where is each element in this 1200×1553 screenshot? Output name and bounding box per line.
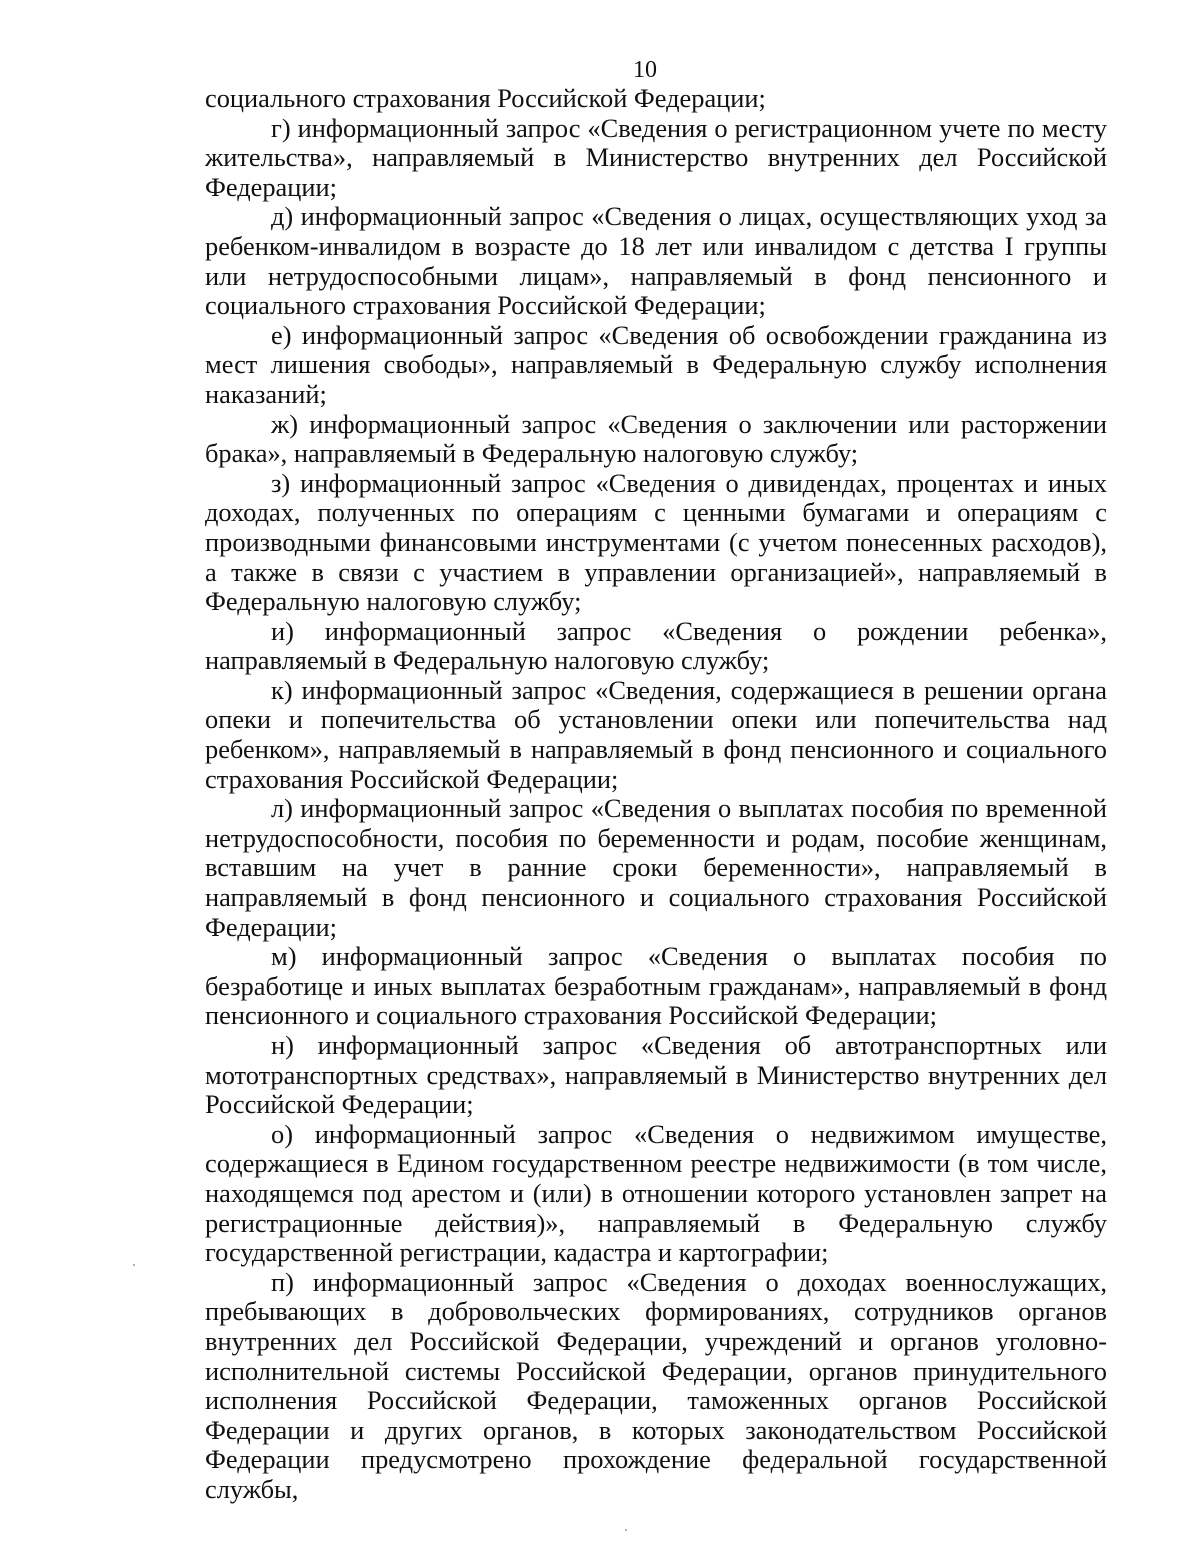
paragraph-item-d: д) информационный запрос «Сведения о лицах, осуществляющих уход за ребенком-инвалидом в возрасте до 18 лет или инвалидом с детства I группы или нетрудоспособными лицам», направляемый в фонд пенсионного и социального страхования Российской Федерации; <box>205 201 1107 321</box>
paragraph-item-k: к) информационный запрос «Сведения, содержащиеся в решении органа опеки и попечительства об установлении опеки или попечительства над ребенком», направляемый в направляемый в фонд пенсионного и социального страхования Российской Федерации; <box>205 674 1107 794</box>
page-number: 10 <box>633 57 657 83</box>
paragraph-item-p: п) информационный запрос «Сведения о доходах военнослужащих, пребывающих в добровольческих формированиях, сотрудников органов внутренних дел Российской Федерации, учреждений и органов уголовно-исполнительной системы Российской Федерации, органов принудительного исполнения Российской Федерации, таможенных органов Российской Федерации и других органов, в которых законодательством Российской Федерации предусмотрено прохождение федеральной государственной службы, <box>205 1266 1107 1504</box>
paragraph-item-o: о) информационный запрос «Сведения о недвижимом имуществе, содержащиеся в Едином государственном реестре недвижимости (в том числе, находящемся под арестом и (или) в отношении которого установлен запрет на регистрационные действия)», направляемый в Федеральную службу государственной регистрации, кадастра и картографии; <box>205 1118 1107 1268</box>
paragraph-item-i: и) информационный запрос «Сведения о рождении ребенка», направляемый в Федеральную налоговую службу; <box>205 615 1107 676</box>
document-body <box>205 84 1107 1505</box>
paragraph-item-z: з) информационный запрос «Сведения о дивидендах, процентах и иных доходах, полученных по операциям с ценными бумагами и операциям с производными финансовыми инструментами (с учетом понесенных расходов), а также в связи с участием в управлении организацией», направляемый в Федеральную налоговую службу; <box>205 467 1107 617</box>
paragraph-item-l: л) информационный запрос «Сведения о выплатах пособия по временной нетрудоспособности, пособия по беременности и родам, пособие женщинам, вставшим на учет в ранние сроки беременности», направляемый в направляемый в фонд пенсионного и социального страхования Российской Федерации; <box>205 793 1107 942</box>
paragraph-item-zh: ж) информационный запрос «Сведения о заключении или расторжении брака», направляемый в Федеральную налоговую службу; <box>205 408 1107 469</box>
scan-speck <box>625 1529 627 1531</box>
paragraph-item-e: е) информационный запрос «Сведения об освобождении гражданина из мест лишения свободы», направляемый в Федеральную службу исполнения наказаний; <box>205 319 1107 409</box>
paragraph-continuation: социального страхования Российской Федерации; <box>205 83 766 113</box>
paragraph-item-m: м) информационный запрос «Сведения о выплатах пособия по безработице и иных выплатах безработным гражданам», направляемый в фонд пенсионного и социального страхования Российской Федерации; <box>205 941 1107 1031</box>
paragraph-item-g: г) информационный запрос «Сведения о регистрационном учете по месту жительства», направляемый в Министерство внутренних дел Российской Федерации; <box>205 112 1107 202</box>
scan-speck <box>133 1264 135 1266</box>
paragraph-item-n: н) информационный запрос «Сведения об автотранспортных или мототранспортных средствах», направляемый в Министерство внутренних дел Российской Федерации; <box>205 1030 1107 1120</box>
